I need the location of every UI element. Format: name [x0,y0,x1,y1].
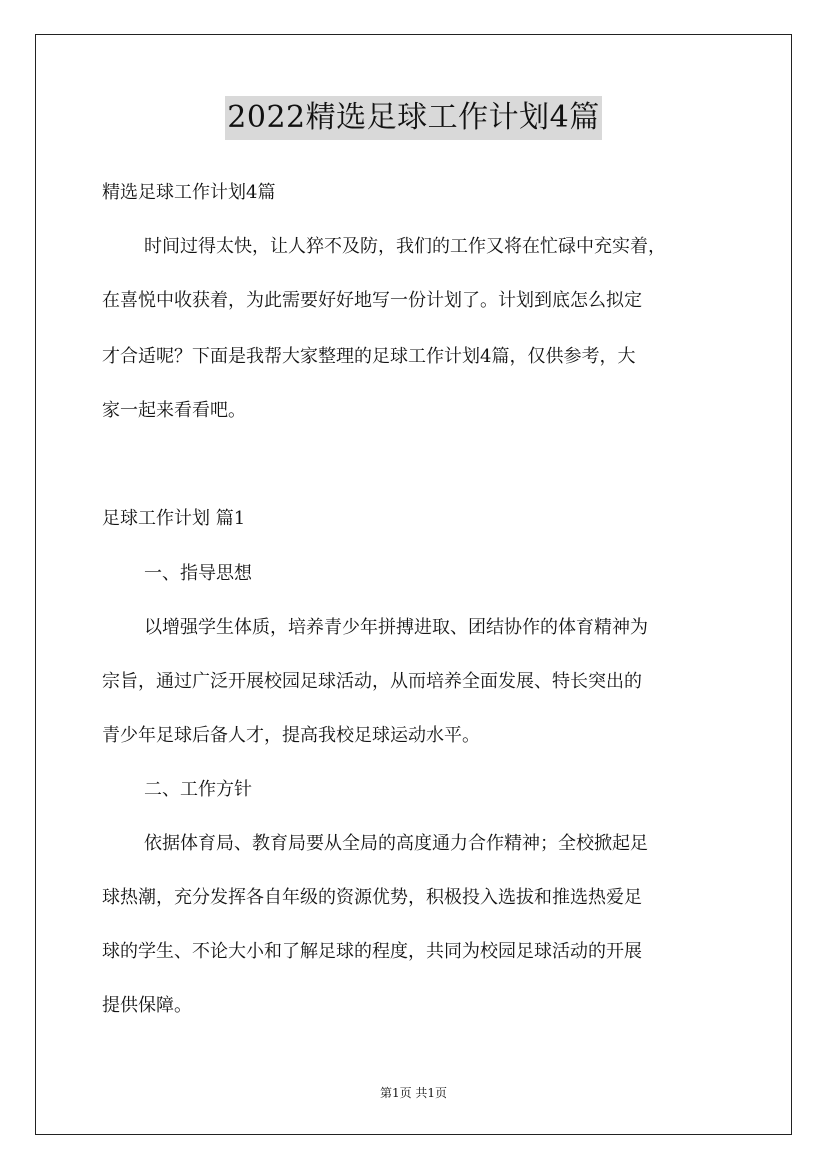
part2-line-4: 提供保障。 [102,995,192,1016]
document-subtitle: 精选足球工作计划4篇 [102,182,276,203]
part2-line-2: 球热潮，充分发挥各自年级的资源优势，积极投入选拔和推选热爱足 [102,887,642,908]
part2-heading: 二、工作方针 [144,779,252,800]
part1-line-1: 以增强学生体质，培养青少年拼搏进取、团结协作的体育精神为 [144,617,648,638]
part2-line-3: 球的学生、不论大小和了解足球的程度，共同为校园足球活动的开展 [102,941,642,962]
intro-line-3: 才合适呢？下面是我帮大家整理的足球工作计划4篇，仅供参考，大 [102,346,636,367]
document-title: 2022精选足球工作计划4篇 [225,96,601,140]
intro-line-4: 家一起来看看吧。 [102,400,246,421]
part2-line-1: 依据体育局、教育局要从全局的高度通力合作精神；全校掀起足 [144,833,648,854]
part1-line-2: 宗旨，通过广泛开展校园足球活动，从而培养全面发展、特长突出的 [102,671,642,692]
page-number: 第1页 共1页 [379,1086,448,1100]
intro-line-2: 在喜悦中收获着，为此需要好好地写一份计划了。计划到底怎么拟定 [102,290,642,311]
intro-line-1: 时间过得太快，让人猝不及防，我们的工作又将在忙碌中充实着， [144,236,666,257]
title-wrapper [0,96,827,140]
section-heading: 足球工作计划 篇1 [102,508,246,529]
part1-heading: 一、指导思想 [144,563,252,584]
part1-line-3: 青少年足球后备人才，提高我校足球运动水平。 [102,725,480,746]
